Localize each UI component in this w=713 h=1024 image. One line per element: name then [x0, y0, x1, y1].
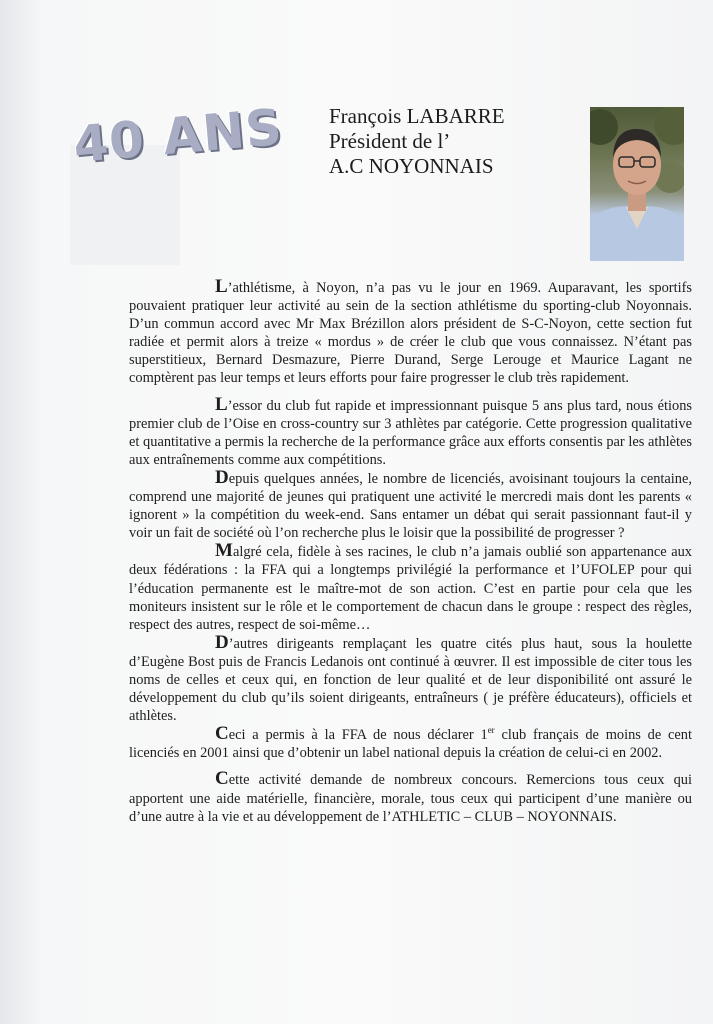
drop-cap: D [215, 631, 229, 653]
paragraph-text: eci a permis à la FFA de nous déclarer 1 [228, 727, 488, 744]
paragraph-text: epuis quelques années, le nombre de licenciés, avoisinant toujours la centaine, comprend une majorité de jeunes qui pratiquent une activité le mercredi mais dont les parents « ignorent » la compétition du week-end. Sans entamer un débat qui serait passionnant faut-il y voir un fait de société où l’on recherche plus le loisir que la possibilité de progresser ? [129, 470, 692, 542]
club-name: A.C NOYONNAIS [329, 154, 494, 178]
paragraph [129, 542, 692, 633]
anniversary-headline: 40 ANS [70, 97, 285, 174]
paragraph-text: ette activité demande de nombreux concours. Remercions tous ceux qui apportent une aide matérielle, financière, morale, tous ceux qui participent d’une manière ou d’une autre à la vie et au développement de l’ATHLETIC – CLUB – NOYONNAIS. [129, 772, 692, 825]
drop-cap: C [215, 723, 229, 745]
paragraph [129, 631, 692, 725]
paragraph-text: ’essor du club fut rapide et impressionnant puisque 5 ans plus tard, nous étions premier club de l’Oise en cross-country sur 3 athlètes par catégorie. Cette progression qualitative et quantitative a permis la recherche de la performance grâce aux efforts consentis par les athlètes aux entraînements comme aux compétitions. [129, 397, 692, 468]
author-block [329, 104, 505, 179]
paragraph-text: ’athlétisme, à Noyon, n’a pas vu le jour en 1969. Auparavant, les sportifs pouvaient pratiquer leur activité au sein de la section athlétisme du sporting-club Noyonnais. D’un commun accord avec Mr Max Brézillon alors président de S-C-Noyon, cette section fut radiée et permit alors à treize « mordus » de créer le club que vous connaissez. N’étant pas superstitieux, Bernard Desmazure, Pierre Durand, Serge Lerouge et Maurice Lagant ne comptèrent pas leur temps et leurs efforts pour faire progresser le club très rapidement. [129, 280, 692, 387]
paragraph [129, 770, 692, 825]
drop-cap: C [215, 768, 229, 790]
paragraph [129, 725, 692, 762]
paragraph-text: club français de moins de cent licenciés en 2001 ainsi que d’obtenir un label national depuis la création de celui-ci en 2002. [129, 727, 692, 762]
author-role: Président de l’ [329, 129, 451, 153]
paragraph [129, 466, 692, 542]
portrait-photo [590, 107, 684, 261]
drop-cap: L [215, 276, 228, 297]
ordinal-suffix: er [487, 725, 495, 736]
article-body [129, 278, 692, 834]
paragraph [129, 278, 692, 388]
paragraph-text: ’autres dirigeants remplaçant les quatre cités plus haut, sous la houlette d’Eugène Bost puis de Francis Ledanois ont continué à œuvrer. Il est impossible de citer tous les noms de celles et ceux qui, en fonction de leur qualité et de leur disponibilité ont assuré le développement du club qu’ils soient dirigeants, entraîneurs ( je préfère éducateurs), officiels et athlètes. [129, 635, 692, 725]
paragraph [129, 393, 692, 469]
portrait-illustration [590, 107, 684, 261]
drop-cap: D [215, 466, 229, 488]
author-name: François LABARRE [329, 104, 505, 128]
paragraph-text: algré cela, fidèle à ses racines, le club n’a jamais oublié son appartenance aux deux fédérations : la FFA qui a longtemps privilégié la performance et l’UFOLEP pour qui l’éducation permanente est le maître-mot de son action. C’est en partie pour cela que les moniteurs insistent sur le rôle et le comportement de chacun dans le groupe : respect des règles, respect des autres, respect de soi-même… [129, 544, 692, 633]
drop-cap: M [215, 540, 233, 562]
drop-cap: L [215, 393, 228, 415]
